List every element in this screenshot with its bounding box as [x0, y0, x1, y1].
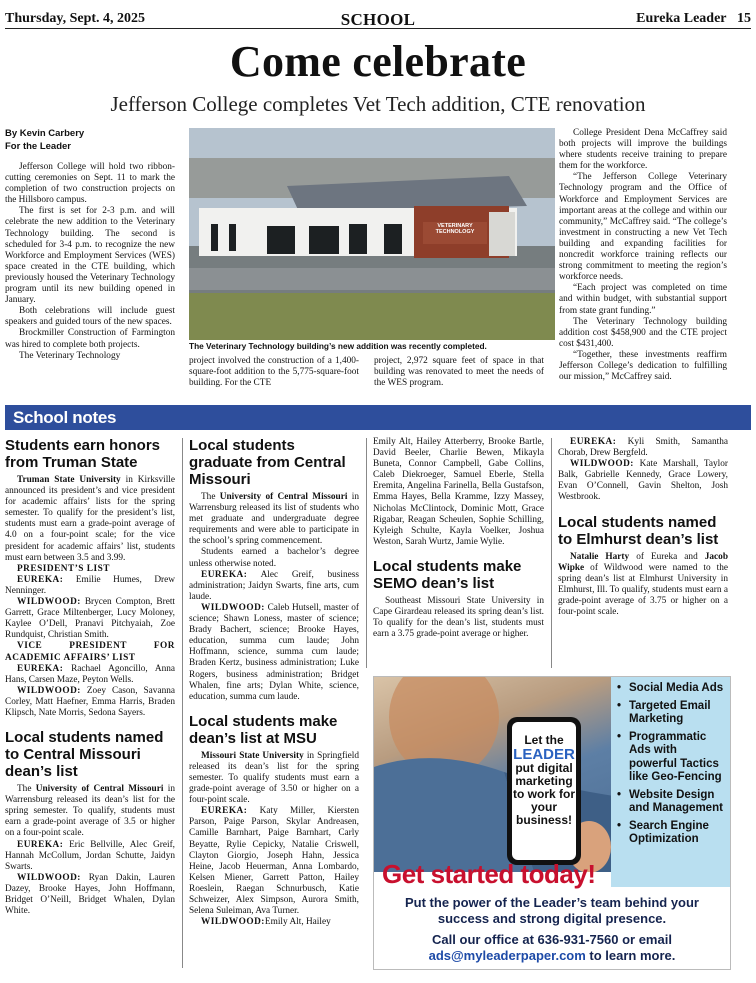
- column-divider: [182, 438, 183, 968]
- article-column-4: College President Dena McCaffrey said both projects will improve the buildings where students receive training to prepare them for the workforce. “The Jefferson College Veterinary Technology program and the Office of Workforce and Employment Services are important areas at the college and within our community,” McCaffrey said. “The college’s investment in constructing a new Vet Tech building and expanding facilities for noncredit workforce training reflects our strong commitment to meeting the region’s workforce needs. “Each project was completed on time and within budget, with substantial support from state grant funding.” The Veterinary Technology building addition cost $458,900 and the CTE project cost $431,400. “Together, these investments reaffirm Jefferson College’s dedication to fulfilling our mission,” McCaffrey said.: [559, 128, 727, 383]
- ucm-grad-heading: Local students graduate from Central Missouri: [189, 437, 346, 488]
- page-header: [5, 7, 751, 29]
- article-column-3: project, 2,972 square feet of space in that building was renovated to meet the needs of the WES program.: [374, 356, 544, 389]
- service-item: • Website Design and Management: [617, 789, 728, 816]
- service-item: • Search Engine Optimization: [617, 820, 728, 847]
- building-sign: VETERINARY TECHNOLOGY: [435, 223, 475, 235]
- person-illustration: [374, 677, 620, 872]
- section-name: SCHOOL: [340, 10, 416, 29]
- notes-column-4: EUREKA: Kyli Smith, Samantha Chorab, Drew Bergfeld. WILDWOOD: Kate Marshall, Taylor Balk, Gabrielle Kennedy, Grace Lowery, Evan O’Connell, Gavin Shelton, Josh Westbrook. Local students named to Elmhurst dean’s list Natalie Harty of Eureka and Jacob Wipke of Wildwood were named to the spring dean’s list at Elmhurst University in Elmhurst, Ill. To qualify, students must earn a grade-point average of 3.75 or higher on a four-point scale.: [558, 437, 728, 618]
- services-panel: [611, 677, 731, 887]
- msu-wildwood-start: Emily Alt, Hailey: [264, 917, 331, 928]
- ad-photo: [374, 677, 620, 872]
- byline: By Kevin Carbery For the Leader: [5, 128, 85, 152]
- issue-date: Thursday, Sept. 4, 2025: [5, 11, 146, 26]
- ad-email-link[interactable]: ads@myleaderpaper.com: [428, 947, 586, 963]
- photo-caption: The Veterinary Technology building’s new addition was recently completed.: [189, 341, 487, 351]
- ad-contact: Put the power of the Leader’s team behind your success and strong digital presence. Call our office at 636-931-7560 or email ads@myleaderpaper.com to learn more.: [405, 895, 699, 963]
- service-item: • Programmatic Ads with powerful Tactics like Geo-Fencing: [617, 731, 728, 785]
- semo-heading: Local students make SEMO dean’s list: [373, 557, 522, 592]
- subheadline: Jefferson College completes Vet Tech addition, CTE renovation: [110, 92, 646, 116]
- notes-column-2: Local students graduate from Central Missouri The University of Central Missouri in Warrensburg released its list of students who met graduate and undergraduate degree requirements and were able to participate in the school’s spring commencement. Students earned a bachelor’s degree unless otherwise noted. EUREKA: Alec Greif, business administration; Jaidyn Swarts, fine arts, cum laude. WILDWOOD: Caleb Hutsell, master of science; Shawn Loness, master of science; Brady Bachert, science; Brooke Hayes, education, summa cum laude; John Hoffmann, science, summa cum laude; Braden Kertz, business administration; Luke Rogers, business administration; Bridget Whalen, fine arts; Dylan White, science, education, summa cum laude. Local students make dean’s list at MSU Missouri State University in Springfield released its dean’s list for the spring semester. To qualify students must earn a grade-point average of 3.50 or higher on a four-point scale. EUREKA: Katy Miller, Kiersten Parson, Paige Parson, Skylar Andreasen, Camille Barnhart, Paige Barnhart, Carly Beyatte, Rylie Cepicky, Natalie Criswell, Clayton Giorgio, Joseph Hahn, Jessica Heine, Jacob Heuerman, Anna Lombardo, Kelsen Miener, Garrett Patton, Hailey Roeslein, Raegan Schnurbusch, Katie Schweizer, Alex Simpson, Aurora Smith, Selena Suleiman, Ava Turner. WILDWOOD:Emily Alt, Hailey: [189, 437, 359, 928]
- service-item: • Social Media Ads: [617, 682, 728, 696]
- building-illustration: [189, 128, 555, 340]
- leader-logo: LEADER: [513, 746, 575, 763]
- leader-digital-ad[interactable]: [373, 676, 731, 970]
- ad-cta: Get started today!: [382, 859, 596, 889]
- truman-heading: Students earn honors from Truman State: [5, 437, 161, 471]
- notes-column-1: Students earn honors from Truman State Truman State University in Kirksville announced its president’s and vice president for academic affairs’ lists for the spring semester. To qualify for the president’s list, students must earn a grade-point average of 4.0 on a four-point scale; for the vice president for academic affairs’ list, students must earn between 3.5 and 3.99. PRESIDENT’S LIST EUREKA: Emilie Humes, Drew Nenninger. WILDWOOD: Brycen Compton, Brett Garrett, Grace Miltenberger, Lucy Moloney, Kaylee O’Dell, Pranavi Pitchyaiah, Zoe Rundquist, Christian Smith. VICE PRESIDENT FOR ACADEMIC AFFAIRS’ LIST EUREKA: Rachael Agoncillo, Anna Hans, Carsen Maze, Peyton Wells. WILDWOOD: Zoey Cason, Savanna Corley, Matt Haefner, Emma Harris, Braden Klipsch, Nate Morris, Sedona Sayers. Local students named to Central Missouri dean’s list The University of Central Missouri in Warrensburg released its dean’s list for the spring semester. To qualify, students must earn a grade-point average of 3.5 or higher on a four-point scale. EUREKA: Eric Bellville, Alec Greif, Hannah McCollum, Jordan Schutte, Jaidyn Swarts. WILDWOOD: Ryan Dakin, Lauren Dazey, Brooke Hayes, John Hoffmann, Bridget O’Neill, Bridget Whalen, Dylan White.: [5, 437, 175, 917]
- elmhurst-heading: Local students named to Elmhurst dean’s list: [558, 513, 719, 548]
- school-notes-bar: School notes: [5, 405, 751, 430]
- msu-heading: Local students make dean’s list at MSU: [189, 712, 338, 747]
- ucm-dean-heading: Local students named to Central Missouri dean’s list: [5, 729, 164, 781]
- column-divider: [366, 438, 367, 668]
- paper-page: Eureka Leader 15: [636, 11, 751, 26]
- column-divider: [551, 438, 552, 668]
- article-column-2: project involved the construction of a 1,400-square-foot addition to the 5,775-square-foot building. For the CTE: [189, 356, 359, 389]
- building-photo: [189, 128, 555, 340]
- article-column-1: Jefferson College will hold two ribbon-cutting ceremonies on Sept. 11 to mark the completion of two construction projects on the Hillsboro campus. The first is set for 2-3 p.m. and will celebrate the new addition to the Veterinary Technology building. The second is scheduled for 3-4 p.m. to recognize the new Workforce and Employment Services (WES) space created in the CTE building, which previously housed the Veterinary Technology program until its new building opened in January. Both celebrations will include guest speakers and guided tours of the new spaces. Brockmiller Construction of Farmington was hired to complete both projects. The Veterinary Technology: [5, 162, 175, 361]
- notes-column-3: Emily Alt, Hailey Atterberry, Brooke Bartle, David Beeler, Charlie Bewen, Mikayla Buneta, Connor Campbell, Gabe Collins, Caleb Diekroeger, Samuel Eberle, Stella Eremita, Angelina Farinella, Bella Gustafson, Emma Hayes, Bella Kramme, Izzy Massey, Nicholas McClintock, Dominic Mott, Grace Rigabar, Reagan Scheulen, Sophie Schilling, Kyleigh Schulte, Kayla Voelker, Joshua Weston, Sarah Wurtz, Jamie Wylie. Local students make SEMO dean’s list Southeast Missouri State University in Cape Girardeau released its spring dean’s list. To qualify for the dean’s list, students must earn a 3.75 grade-point average or higher.: [373, 437, 544, 640]
- headline: Come celebrate: [229, 37, 527, 86]
- service-item: • Targeted Email Marketing: [617, 700, 728, 727]
- msu-wildwood-list: Emily Alt, Hailey Atterberry, Brooke Bartle, David Beeler, Charlie Bewen, Mikayla Buneta, Connor Campbell, Gabe Collins, Caleb Diekroeger, Samuel Eberle, Stella Eremita, Angelina Farinella, Bella Gustafson, Emma Hayes, Bella Kramme, Izzy Massey, Nicholas McClintock, Dominic Mott, Grace Rigabar, Reagan Scheulen, Sophie Schilling, Kyleigh Schulte, Kayla Voelker, Joshua Weston, Sarah Wurtz, Jamie Wylie.: [373, 437, 544, 547]
- truman-intro: Truman State University in Kirksville announced its president’s and vice president for academic affairs’ lists for the spring semester. To qualify for the president’s list, students must earn a grade-point average of 4.0 on a four-point scale; for the vice president for academic affairs’ list, students must earn between 3.5 and 3.99.: [5, 475, 175, 563]
- phone-graphic: Let the LEADER put digital marketing to work for your business!: [507, 717, 581, 865]
